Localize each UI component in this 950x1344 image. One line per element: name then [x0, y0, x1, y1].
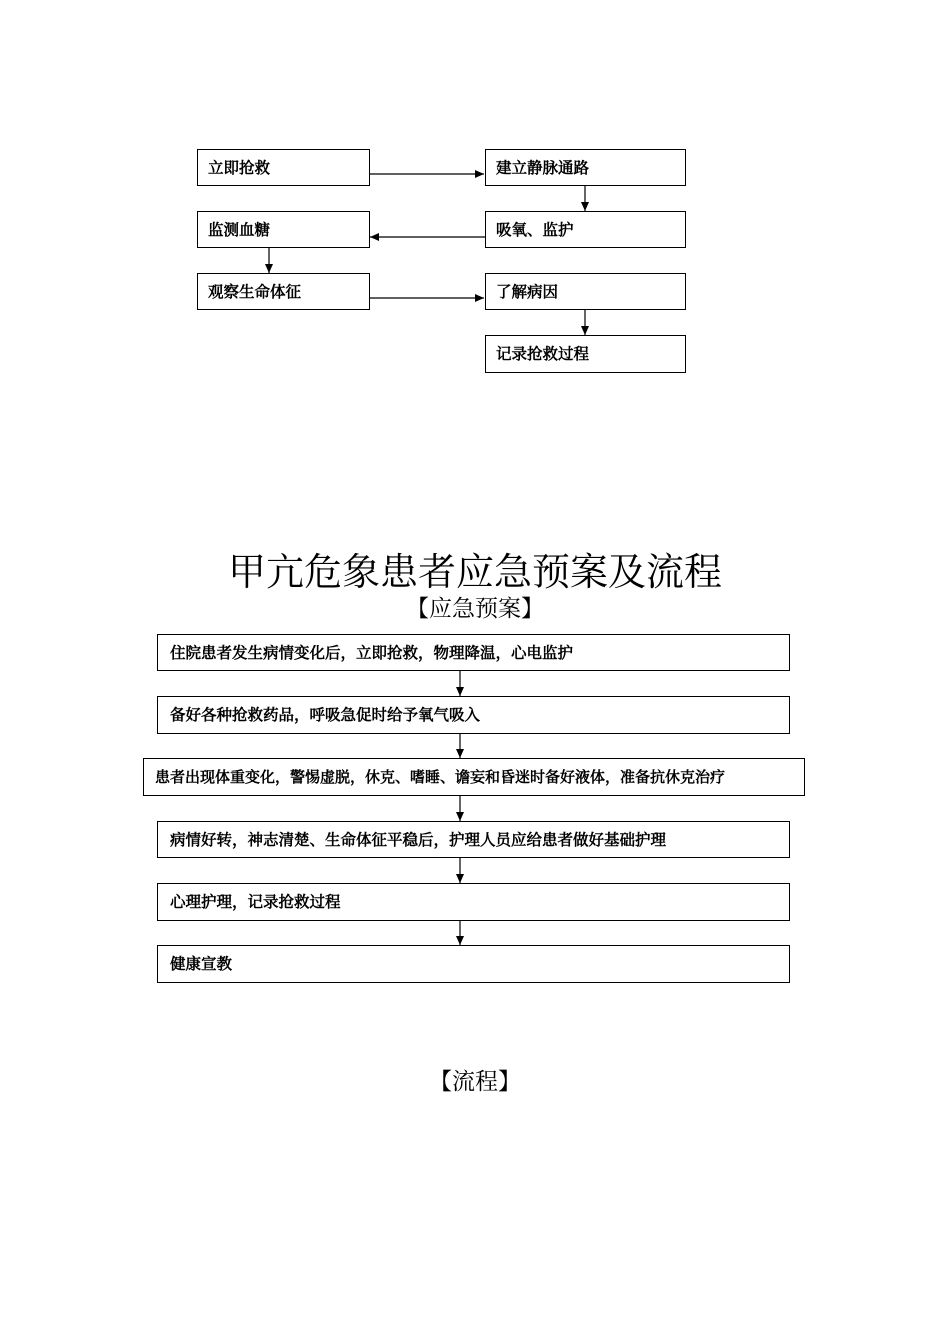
- plan-step-1-label: 住院患者发生病情变化后，立即抢救，物理降温，心电监护: [170, 643, 574, 662]
- node-iv-access-label: 建立静脉通路: [496, 158, 590, 177]
- node-rescue-label: 立即抢救: [208, 158, 271, 177]
- plan-step-5: [157, 883, 790, 921]
- node-monitor-glucose: [197, 211, 370, 248]
- page-title: 甲亢危象患者应急预案及流程: [227, 550, 722, 594]
- node-find-cause: [485, 273, 686, 310]
- plan-step-2-label: 备好各种抢救药品，呼吸急促时给予氧气吸入: [170, 706, 481, 724]
- node-observe-vitals-label: 观察生命体征: [208, 282, 302, 301]
- plan-step-6: [157, 945, 790, 983]
- node-monitor-glucose-label: 监测血糖: [208, 220, 271, 239]
- plan-step-4-label: 病情好转，神志清楚、生命体征平稳后，护理人员应给患者做好基础护理: [170, 830, 667, 849]
- plan-step-5-label: 心理护理，记录抢救过程: [170, 893, 341, 911]
- node-observe-vitals: [197, 273, 370, 310]
- plan-step-3-label: 患者出现体重变化，警惕虚脱，休克、嗜睡、谵妄和昏迷时备好液体，准备抗休克治疗: [155, 768, 726, 786]
- node-rescue: [197, 149, 370, 186]
- flow-heading: 【流程】: [429, 1069, 521, 1095]
- plan-step-2: [157, 696, 790, 734]
- node-oxygen-monitoring-label: 吸氧、监护: [496, 220, 574, 239]
- node-iv-access: [485, 149, 686, 186]
- node-record-rescue: [485, 335, 686, 373]
- plan-step-1: [157, 634, 790, 671]
- plan-heading: 【应急预案】: [406, 596, 544, 622]
- plan-step-3: [143, 758, 805, 796]
- plan-step-6-label: 健康宣教: [170, 955, 233, 973]
- node-find-cause-label: 了解病因: [496, 282, 559, 301]
- plan-step-4: [157, 821, 790, 858]
- node-record-rescue-label: 记录抢救过程: [496, 345, 590, 363]
- node-oxygen-monitoring: [485, 211, 686, 248]
